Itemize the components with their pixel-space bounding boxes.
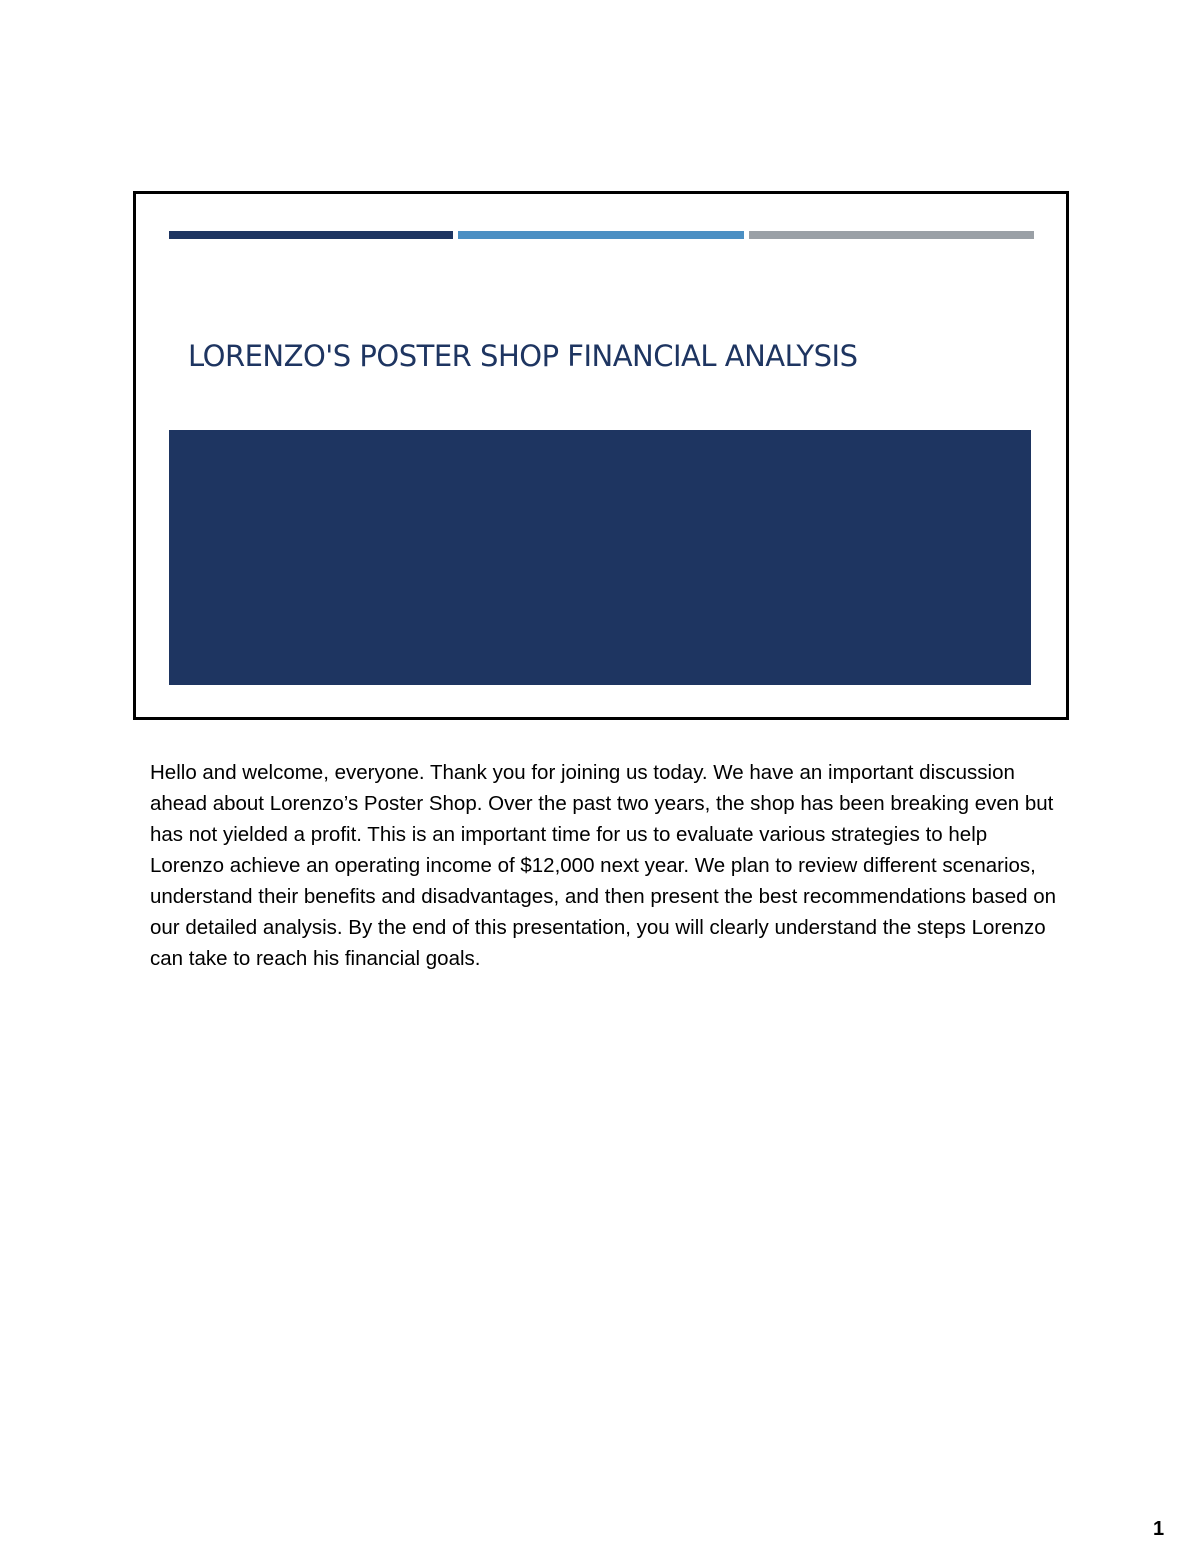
accent-bar-dark-blue — [169, 231, 453, 239]
speaker-notes — [150, 757, 1060, 974]
subtitle-block — [169, 430, 1031, 685]
accent-bar-light-blue — [458, 231, 744, 239]
slide-thumbnail — [133, 191, 1069, 720]
accent-bar-gray — [749, 231, 1034, 239]
page-number: 1 — [1153, 1518, 1165, 1540]
speaker-notes-text: Hello and welcome, everyone. Thank you for joining us today. We have an important discussion ahead about Lorenzo’s Poster Shop. Over the past two years, the shop has been breaking even but has not yielded a profit. This is an important time for us to evaluate various strategies to help Lorenzo achieve an operating income of $12,000 next year. We plan to review different scenarios, understand their benefits and disadvantages, and then present the best recommendations based on our detailed analysis. By the end of this presentation, you will clearly understand the steps Lorenzo can take to reach his financial goals. — [150, 761, 1057, 970]
slide-title: LORENZO'S POSTER SHOP FINANCIAL ANALYSIS — [188, 339, 858, 373]
